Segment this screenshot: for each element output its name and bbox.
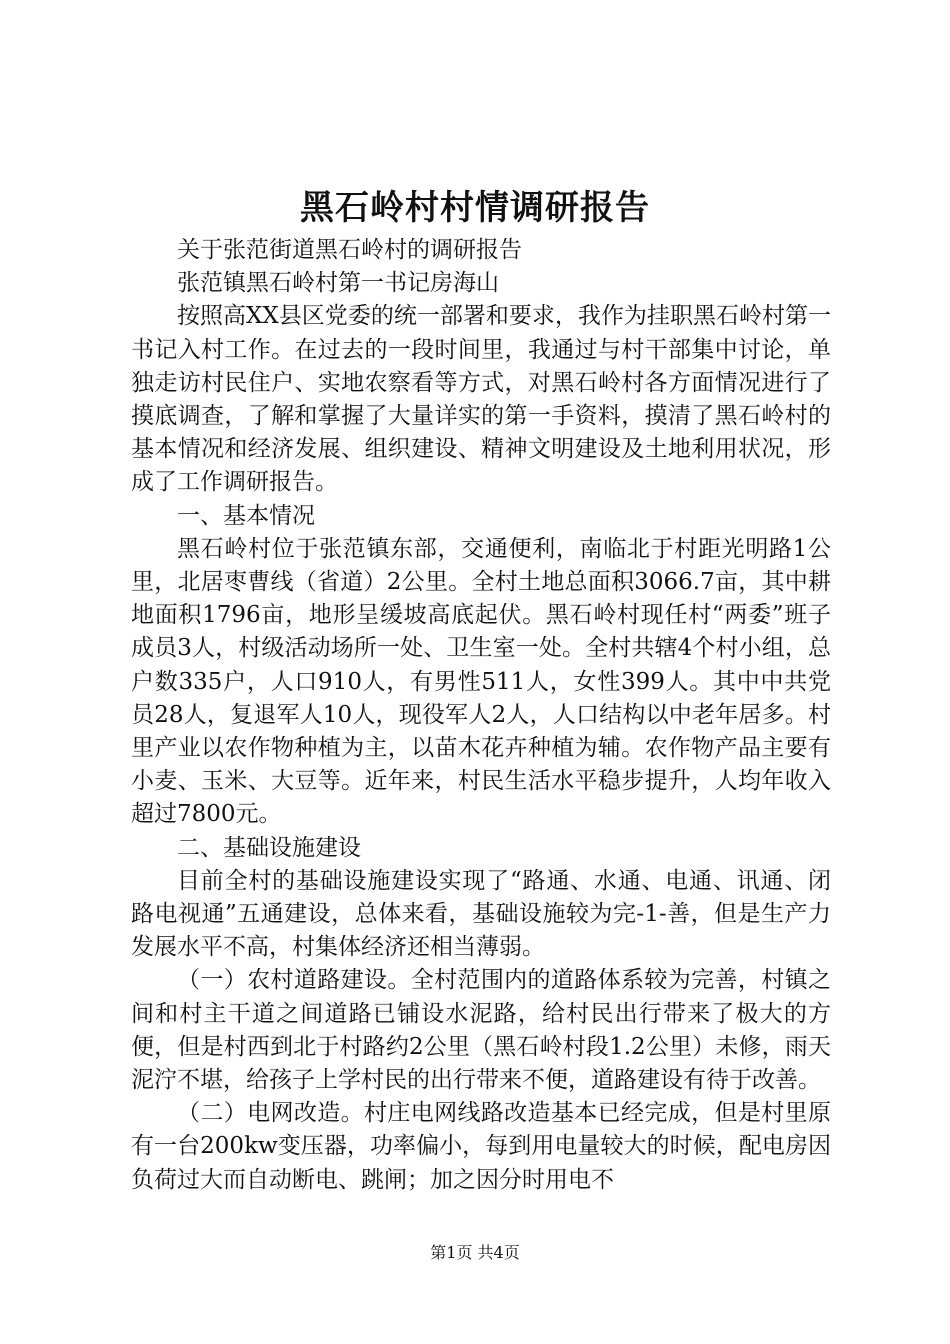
document-title: 黑石岭村村情调研报告 bbox=[300, 188, 650, 228]
intro-paragraph: 按照高XX县区党委的统一部署和要求，我作为挂职黑石岭村第一书记入村工作。在过去的一段时间里，我通过与村干部集中讨论，单独走访村民住户、实地农察看等方式，对黑石岭村各方面情况进行了摸底调查，了解和掌握了大量详实的第一手资料，摸清了黑石岭村的基本情况和经济发展、组织建设、精神文明建设及土地利用状况，形成了工作调研报告。 bbox=[131, 303, 831, 496]
grid-paragraph: （二）电网改造。村庄电网线路改造基本已经完成，但是村里原有一台200kw变压器，功率偏小，每到用电量较大的时候，配电房因负荷过大而自动断电、跳闸；加之因分时用电不 bbox=[131, 1100, 831, 1193]
document-body bbox=[131, 234, 831, 1197]
basic-info-paragraph: 黑石岭村位于张范镇东部，交通便利，南临北于村距光明路1公里，北居枣曹线（省道）2公里。全村土地总面积3066.7亩，其中耕地面积1796亩，地形呈缓坡高底起伏。黑石岭村现任村“两委”班子成员3人，村级活动场所一处、卫生室一处。全村共辖4个村小组，总户数335户，人口910人，有男性511人，女性399人。其中中共党员28人，复退军人10人，现役军人2人，人口结构以中老年居多。村里产业以农作物种植为主，以苗木花卉种植为辅。农作物产品主要有小麦、玉米、大豆等。近年来，村民生活水平稳步提升，人均年收入超过7800元。 bbox=[131, 535, 831, 828]
section-heading-basic: 一、基本情况 bbox=[177, 502, 315, 529]
author-paragraph: 张范镇黑石岭村第一书记房海山 bbox=[177, 270, 499, 297]
road-paragraph: （一）农村道路建设。全村范围内的道路体系较为完善，村镇之间和村主干道之间道路已铺设水泥路，给村民出行带来了极大的方便，但是村西到北于村路约2公里（黑石岭村段1.2公里）未修，雨天泥泞不堪，给孩子上学村民的出行带来不便，道路建设有待于改善。 bbox=[131, 967, 831, 1094]
infrastructure-paragraph: 目前全村的基础设施建设实现了“路通、水通、电通、讯通、闭路电视通”五通建设，总体来看，基础设施较为完-1-善，但是生产力发展水平不高，村集体经济还相当薄弱。 bbox=[131, 867, 831, 961]
page-footer: 第1页 共4页 bbox=[430, 1243, 520, 1262]
section-heading-infrastructure: 二、基础设施建设 bbox=[177, 834, 361, 861]
subtitle-paragraph: 关于张范街道黑石岭村的调研报告 bbox=[177, 237, 522, 263]
